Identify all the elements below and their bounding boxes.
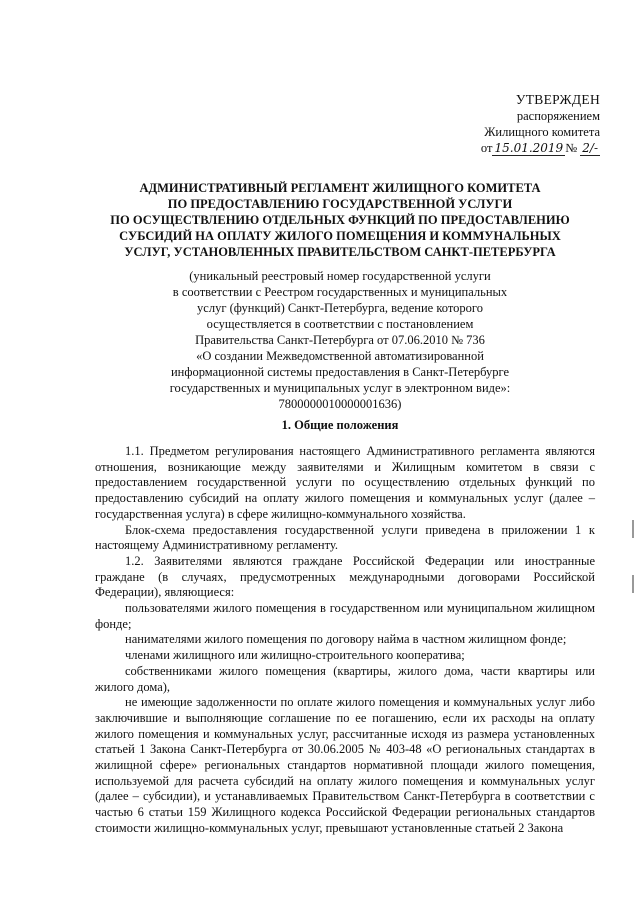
registry-line: услуг (функций) Санкт-Петербурга, ведение которого (197, 301, 483, 315)
title-line: СУБСИДИЙ НА ОПЛАТУ ЖИЛОГО ПОМЕЩЕНИЯ И КОММУНАЛЬНЫХ (119, 229, 561, 243)
scan-edge-mark (632, 520, 634, 538)
registry-line: (уникальный реестровый номер государственной услуги (189, 269, 491, 283)
paragraph: Блок-схема предоставления государственной услуги приведена в приложении 1 к настоящему Административному регламенту. (95, 522, 595, 553)
title-line: ПО ПРЕДОСТАВЛЕНИЮ ГОСУДАРСТВЕННОЙ УСЛУГИ (167, 197, 513, 211)
paragraph: членами жилищного или жилищно-строительного кооператива; (125, 648, 465, 663)
approval-date: 15.01.2019 (494, 141, 564, 155)
approval-date-line (420, 140, 600, 156)
approval-heading: УТВЕРЖДЕН (515, 92, 600, 107)
registry-line: «О создании Межведомственной автоматизированной (196, 349, 484, 363)
approval-stamp-block (420, 92, 600, 156)
registry-note (140, 268, 540, 412)
paragraph: 1.2. Заявителями являются граждане Российской Федерации или иностранные граждане (в случаях, предусмотренных международными договорами Российской Федерации), являющиеся: (95, 553, 595, 600)
paragraph: 1.1. Предметом регулирования настоящего Административного регламента являются отношения, возникающие между заявителями и Жилищным комитетом в связи с предоставлением государственной услуги по осуществлению отдельных функций по предоставлению субсидий на оплату жилого помещения и коммунальных услуг (далее – государственная услуга) в сфере жилищно-коммунального хозяйства. (95, 444, 595, 521)
approval-number: 2/- (582, 141, 598, 155)
document-body (95, 444, 595, 837)
title-line: АДМИНИСТРАТИВНЫЙ РЕГЛАМЕНТ ЖИЛИЩНОГО КОМИТЕТА (139, 181, 541, 195)
registry-line: Правительства Санкт-Петербурга от 07.06.2010 № 736 (195, 333, 485, 347)
registry-line: осуществляется в соответствии с постановлением (206, 317, 474, 331)
scan-edge-mark (632, 575, 634, 593)
registry-line: 7800000010000001636) (278, 397, 402, 411)
registry-line: в соответствии с Реестром государственных и муниципальных (172, 285, 508, 299)
approval-line-2: Жилищного комитета (484, 125, 600, 139)
paragraph: собственниками жилого помещения (квартиры, жилого дома, части квартиры или жилого дома), (95, 663, 595, 694)
approval-prefix: от (480, 141, 493, 155)
paragraph: нанимателями жилого помещения по договору найма в частном жилищном фонде; (125, 632, 567, 647)
section-heading: 1. Общие положения (281, 418, 399, 432)
approval-number-sign: № (565, 141, 578, 155)
paragraph: пользователями жилого помещения в государственном или муниципальном жилищном фонде; (95, 601, 595, 631)
title-line: УСЛУГ, УСТАНОВЛЕННЫХ ПРАВИТЕЛЬСТВОМ САНКТ-ПЕТЕРБУРГА (124, 245, 556, 259)
registry-line: информационной системы предоставления в Санкт-Петербурге (170, 365, 510, 379)
document-title (95, 180, 585, 260)
paragraph: не имеющие задолженности по оплате жилого помещения и коммунальных услуг либо заключившие и выполняющие соглашение по ее погашению, если их расходы на оплату жилого помещения и коммунальных услуг, рассчитанные исходя из размера установленных статьей 1 Закона Санкт-Петербурга от 30.06.2005 № 403-48 «О региональных стандартах в жилищной сфере» региональных стандартов нормативной площади жилого помещения, используемой для расчета субсидий на оплату жилого помещения и коммунальных услуг (далее – субсидии), и устанавливаемых Правительством Санкт-Петербурга в соответствии с частью 6 статьи 159 Жилищного кодекса Российской Федерации региональных стандартов стоимости жилищно-коммунальных услуг, превышают установленные статьей 2 Закона (95, 695, 595, 835)
title-line: ПО ОСУЩЕСТВЛЕНИЮ ОТДЕЛЬНЫХ ФУНКЦИЙ ПО ПРЕДОСТАВЛЕНИЮ (110, 213, 570, 227)
registry-line: государственных и муниципальных услуг в электронном виде»: (169, 381, 511, 395)
approval-line-1: распоряжением (516, 109, 600, 123)
